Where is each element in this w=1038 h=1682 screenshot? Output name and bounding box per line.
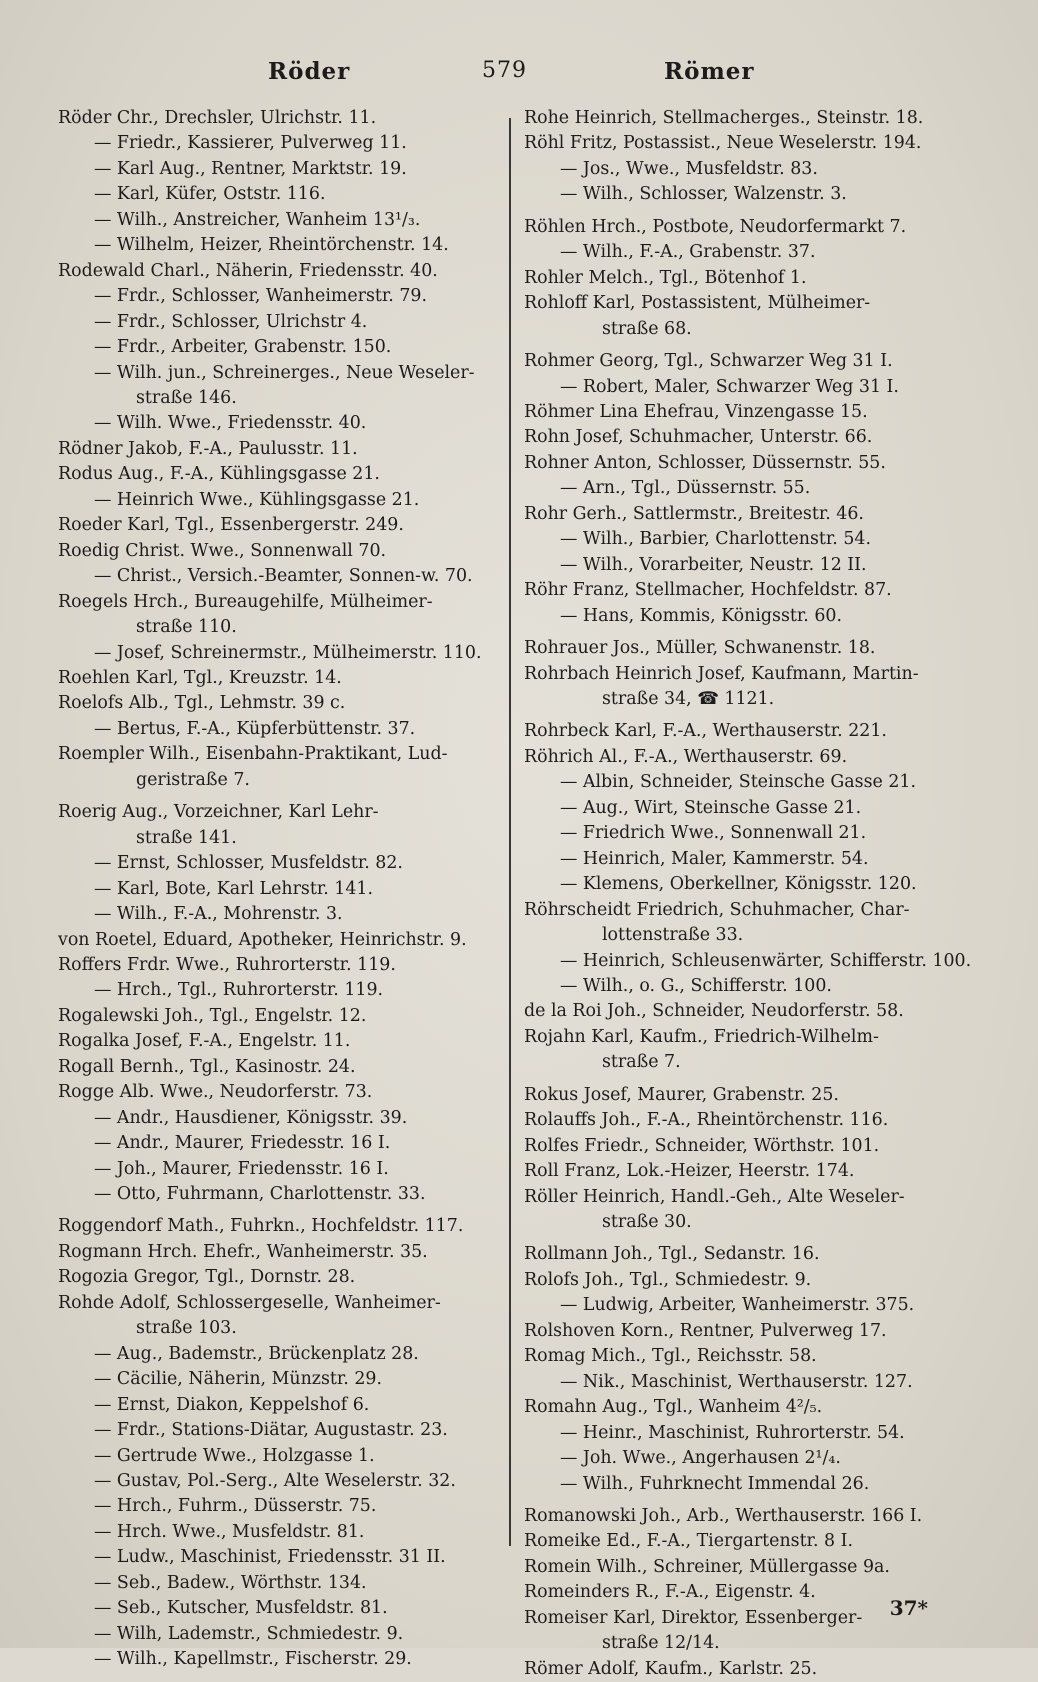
directory-entry: Romeike Ed., F.-A., Tiergartenstr. 8 I. xyxy=(524,1531,854,1552)
directory-entry: Rohloff Karl, Postassistent, Mülheimer- xyxy=(524,293,871,314)
directory-entry: Romahn Aug., Tgl., Wanheim 4²/₅. xyxy=(524,1397,823,1418)
directory-entry: Rohde Adolf, Schlossergeselle, Wanheimer- xyxy=(58,1292,441,1313)
directory-entry: — Joh. Wwe., Angerhausen 2¹/₄. xyxy=(560,1448,841,1469)
directory-entry: Rohmer Georg, Tgl., Schwarzer Weg 31 I. xyxy=(524,351,893,372)
directory-entry: Roelofs Alb., Tgl., Lehmstr. 39 c. xyxy=(58,693,346,714)
directory-entry: — Andr., Maurer, Friedesstr. 16 I. xyxy=(94,1133,391,1154)
directory-entry: Roffers Frdr. Wwe., Ruhrorterstr. 119. xyxy=(58,954,396,975)
directory-entry: Roerig Aug., Vorzeichner, Karl Lehr- xyxy=(58,802,379,823)
directory-entry: — Wilh., o. G., Schifferstr. 100. xyxy=(560,975,832,996)
directory-entry: — Albin, Schneider, Steinsche Gasse 21. xyxy=(560,772,917,793)
left-column xyxy=(58,106,498,1673)
directory-entry: — Heinrich, Schleusenwärter, Schifferstr. 100. xyxy=(560,950,972,971)
directory-entry: Rolauffs Joh., F.-A., Rheintörchenstr. 116. xyxy=(524,1110,889,1131)
directory-entry: — Aug., Wirt, Steinsche Gasse 21. xyxy=(560,797,862,818)
directory-entry: straße 146. xyxy=(136,387,237,408)
directory-entry: Rolshoven Korn., Rentner, Pulverweg 17. xyxy=(524,1320,887,1341)
directory-entry: Röhr Franz, Stellmacher, Hochfeldstr. 87. xyxy=(524,580,892,601)
directory-entry: straße 110. xyxy=(136,617,237,638)
directory-entry: — Klemens, Oberkellner, Königsstr. 120. xyxy=(560,874,917,895)
directory-entry: Röhrich Al., F.-A., Werthauserstr. 69. xyxy=(524,746,848,767)
directory-entry: — Hrch. Wwe., Musfeldstr. 81. xyxy=(94,1521,365,1542)
directory-entry: Rollmann Joh., Tgl., Sedanstr. 16. xyxy=(524,1244,820,1265)
directory-entry: straße 68. xyxy=(602,318,692,339)
directory-entry: — Karl Aug., Rentner, Marktstr. 19. xyxy=(94,158,407,179)
directory-entry: — Wilh., Anstreicher, Wanheim 13¹/₃. xyxy=(94,209,421,230)
directory-entry: — Arn., Tgl., Düssernstr. 55. xyxy=(560,478,811,499)
directory-entry: — Hrch., Tgl., Ruhrorterstr. 119. xyxy=(94,980,384,1001)
directory-entry: — Wilh. jun., Schreinerges., Neue Weseler- xyxy=(94,362,475,383)
directory-entry: Roggendorf Math., Fuhrkn., Hochfeldstr. 117. xyxy=(58,1216,464,1237)
directory-entry: — Aug., Bademstr., Brückenplatz 28. xyxy=(94,1343,419,1364)
directory-entry: Romein Wilh., Schreiner, Müllergasse 9a. xyxy=(524,1556,890,1577)
directory-entry: — Wilh., Kapellmstr., Fischerstr. 29. xyxy=(94,1649,412,1670)
directory-entry: — Frdr., Arbeiter, Grabenstr. 150. xyxy=(94,337,392,358)
directory-entry: — Ludwig, Arbeiter, Wanheimerstr. 375. xyxy=(560,1295,915,1316)
directory-entry: Röder Chr., Drechsler, Ulrichstr. 11. xyxy=(58,108,377,128)
directory-entry: — Wilh., Barbier, Charlottenstr. 54. xyxy=(560,529,872,550)
page-number: 579 xyxy=(482,58,527,83)
directory-entry: Rogalka Josef, F.-A., Engelstr. 11. xyxy=(58,1031,351,1052)
directory-entry: Röhmer Lina Ehefrau, Vinzengasse 15. xyxy=(524,401,868,422)
directory-entry: — Hrch., Fuhrm., Düsserstr. 75. xyxy=(94,1496,377,1517)
directory-entry: — Andr., Hausdiener, Königsstr. 39. xyxy=(94,1107,408,1128)
directory-entry: — Wilh, Lademstr., Schmiedestr. 9. xyxy=(94,1623,404,1644)
directory-entry: — Josef, Schreinermstr., Mülheimerstr. 110. xyxy=(94,642,482,663)
directory-entry: Rogmann Hrch. Ehefr., Wanheimerstr. 35. xyxy=(58,1241,428,1262)
directory-entry: Rogall Bernh., Tgl., Kasinostr. 24. xyxy=(58,1056,356,1077)
directory-entry: Rolfes Friedr., Schneider, Wörthstr. 101. xyxy=(524,1135,880,1156)
running-head-right: Römer xyxy=(664,58,755,85)
directory-entry: — Robert, Maler, Schwarzer Weg 31 I. xyxy=(560,376,899,397)
column-divider xyxy=(509,118,511,1546)
directory-entry: — Joh., Maurer, Friedensstr. 16 I. xyxy=(94,1158,389,1179)
directory-entry: Romanowski Joh., Arb., Werthauserstr. 166 I. xyxy=(524,1506,923,1527)
directory-entry: — Wilh. Wwe., Friedensstr. 40. xyxy=(94,413,367,434)
running-head-left: Röder xyxy=(268,58,351,85)
directory-entry: — Hans, Kommis, Königsstr. 60. xyxy=(560,605,842,626)
directory-entry: Romeinders R., F.-A., Eigenstr. 4. xyxy=(524,1582,816,1603)
directory-entry: — Heinrich Wwe., Kühlingsgasse 21. xyxy=(94,489,420,510)
directory-entry: Rohner Anton, Schlosser, Düssernstr. 55. xyxy=(524,452,886,473)
directory-entry: Rohrauer Jos., Müller, Schwanenstr. 18. xyxy=(524,638,876,659)
directory-entry: Rohler Melch., Tgl., Bötenhof 1. xyxy=(524,267,807,288)
directory-entry: Roegels Hrch., Bureaugehilfe, Mülheimer- xyxy=(58,591,433,612)
directory-entry: — Jos., Wwe., Musfeldstr. 83. xyxy=(560,158,818,179)
directory-entry: straße 34, ☎ 1121. xyxy=(602,688,775,709)
directory-entry: straße 141. xyxy=(136,827,237,848)
directory-entry: — Ernst, Diakon, Keppelshof 6. xyxy=(94,1394,370,1415)
directory-entry: — Frdr., Schlosser, Ulrichstr 4. xyxy=(94,311,368,332)
directory-entry: geristraße 7. xyxy=(136,769,250,790)
directory-entry: — Friedr., Kassierer, Pulverweg 11. xyxy=(94,133,407,154)
directory-entry: Rödner Jakob, F.-A., Paulusstr. 11. xyxy=(58,438,358,459)
directory-entry: straße 12/14. xyxy=(602,1633,720,1654)
directory-entry: — Wilh., F.-A., Mohrenstr. 3. xyxy=(94,904,343,925)
directory-entry: — Friedrich Wwe., Sonnenwall 21. xyxy=(560,823,867,844)
directory-entry: Rolofs Joh., Tgl., Schmiedestr. 9. xyxy=(524,1269,812,1290)
directory-entry: Rogozia Gregor, Tgl., Dornstr. 28. xyxy=(58,1267,356,1288)
directory-entry: — Gertrude Wwe., Holzgasse 1. xyxy=(94,1445,375,1466)
directory-entry: — Heinr., Maschinist, Ruhrorterstr. 54. xyxy=(560,1422,905,1443)
directory-entry: — Nik., Maschinist, Werthauserstr. 127. xyxy=(560,1371,913,1392)
directory-entry: — Christ., Versich.-Beamter, Sonnen-w. 70. xyxy=(94,566,473,587)
directory-entry: — Wilhelm, Heizer, Rheintörchenstr. 14. xyxy=(94,235,449,256)
directory-entry: Romag Mich., Tgl., Reichsstr. 58. xyxy=(524,1346,817,1367)
signature-mark: 37* xyxy=(889,1596,928,1620)
directory-entry: de la Roi Joh., Schneider, Neudorferstr. 58. xyxy=(524,1001,904,1022)
directory-entry: Rodewald Charl., Näherin, Friedensstr. 40. xyxy=(58,260,438,281)
directory-entry: Rohrbeck Karl, F.-A., Werthauserstr. 221. xyxy=(524,721,887,742)
directory-entry: Röhrscheidt Friedrich, Schuhmacher, Char- xyxy=(524,899,910,920)
directory-entry: Rohr Gerh., Sattlermstr., Breitestr. 46. xyxy=(524,503,864,524)
directory-entry: — Frdr., Stations-Diätar, Augustastr. 23. xyxy=(94,1420,448,1441)
directory-entry: Rokus Josef, Maurer, Grabenstr. 25. xyxy=(524,1084,839,1105)
directory-entry: Rohn Josef, Schuhmacher, Unterstr. 66. xyxy=(524,427,873,448)
directory-entry: Romeiser Karl, Direktor, Essenberger- xyxy=(524,1607,863,1628)
directory-entry: — Seb., Kutscher, Musfeldstr. 81. xyxy=(94,1598,388,1619)
directory-entry: Rodus Aug., F.-A., Kühlingsgasse 21. xyxy=(58,464,380,485)
directory-entry: Roll Franz, Lok.-Heizer, Heerstr. 174. xyxy=(524,1161,855,1182)
directory-entry: — Wilh., Schlosser, Walzenstr. 3. xyxy=(560,184,847,205)
directory-entry: — Otto, Fuhrmann, Charlottenstr. 33. xyxy=(94,1184,426,1205)
directory-entry: straße 30. xyxy=(602,1212,692,1233)
directory-entry: Rogalewski Joh., Tgl., Engelstr. 12. xyxy=(58,1005,367,1026)
directory-entry: von Roetel, Eduard, Apotheker, Heinrichstr. 9. xyxy=(58,929,467,950)
directory-entry: Römer Adolf, Kaufm., Karlstr. 25. xyxy=(524,1658,818,1679)
directory-entry: — Ludw., Maschinist, Friedensstr. 31 II. xyxy=(94,1547,446,1568)
directory-entry: lottenstraße 33. xyxy=(602,925,744,946)
directory-entry: Rogge Alb. Wwe., Neudorferstr. 73. xyxy=(58,1082,373,1103)
directory-entry: — Karl, Bote, Karl Lehrstr. 141. xyxy=(94,878,374,899)
directory-entry: Rojahn Karl, Kaufm., Friedrich-Wilhelm- xyxy=(524,1026,879,1047)
directory-entry: Roeder Karl, Tgl., Essenbergerstr. 249. xyxy=(58,515,404,536)
directory-entry: — Seb., Badew., Wörthstr. 134. xyxy=(94,1572,367,1593)
directory-entry: — Gustav, Pol.-Serg., Alte Weselerstr. 32. xyxy=(94,1471,456,1492)
directory-entry: Roehlen Karl, Tgl., Kreuzstr. 14. xyxy=(58,667,342,688)
directory-entry: — Heinrich, Maler, Kammerstr. 54. xyxy=(560,848,869,869)
directory-entry: — Frdr., Schlosser, Wanheimerstr. 79. xyxy=(94,286,428,307)
directory-entry: — Wilh., F.-A., Grabenstr. 37. xyxy=(560,242,816,263)
directory-entry: — Ernst, Schlosser, Musfeldstr. 82. xyxy=(94,853,403,874)
directory-entry: straße 7. xyxy=(602,1052,681,1073)
directory-entry: Röller Heinrich, Handl.-Geh., Alte Weseler- xyxy=(524,1186,905,1207)
directory-entry: Röhl Fritz, Postassist., Neue Weselerstr. 194. xyxy=(524,133,922,154)
directory-entry: — Wilh., Vorarbeiter, Neustr. 12 II. xyxy=(560,554,867,575)
directory-entry: Rohrbach Heinrich Josef, Kaufmann, Martin- xyxy=(524,663,919,684)
directory-entry: Roedig Christ. Wwe., Sonnenwall 70. xyxy=(58,540,387,561)
directory-entry: Rohe Heinrich, Stellmacherges., Steinstr. 18. xyxy=(524,108,924,128)
right-column xyxy=(524,106,972,1682)
directory-entry: — Bertus, F.-A., Küpferbüttenstr. 37. xyxy=(94,718,416,739)
directory-entry: — Cäcilie, Näherin, Münzstr. 29. xyxy=(94,1369,382,1390)
directory-entry: straße 103. xyxy=(136,1318,237,1339)
directory-entry: Röhlen Hrch., Postbote, Neudorfermarkt 7. xyxy=(524,216,907,237)
directory-entry: — Wilh., Fuhrknecht Immendal 26. xyxy=(560,1473,870,1494)
directory-entry: — Karl, Küfer, Oststr. 116. xyxy=(94,184,326,205)
directory-entry: Roempler Wilh., Eisenbahn-Praktikant, Lud- xyxy=(58,744,448,765)
